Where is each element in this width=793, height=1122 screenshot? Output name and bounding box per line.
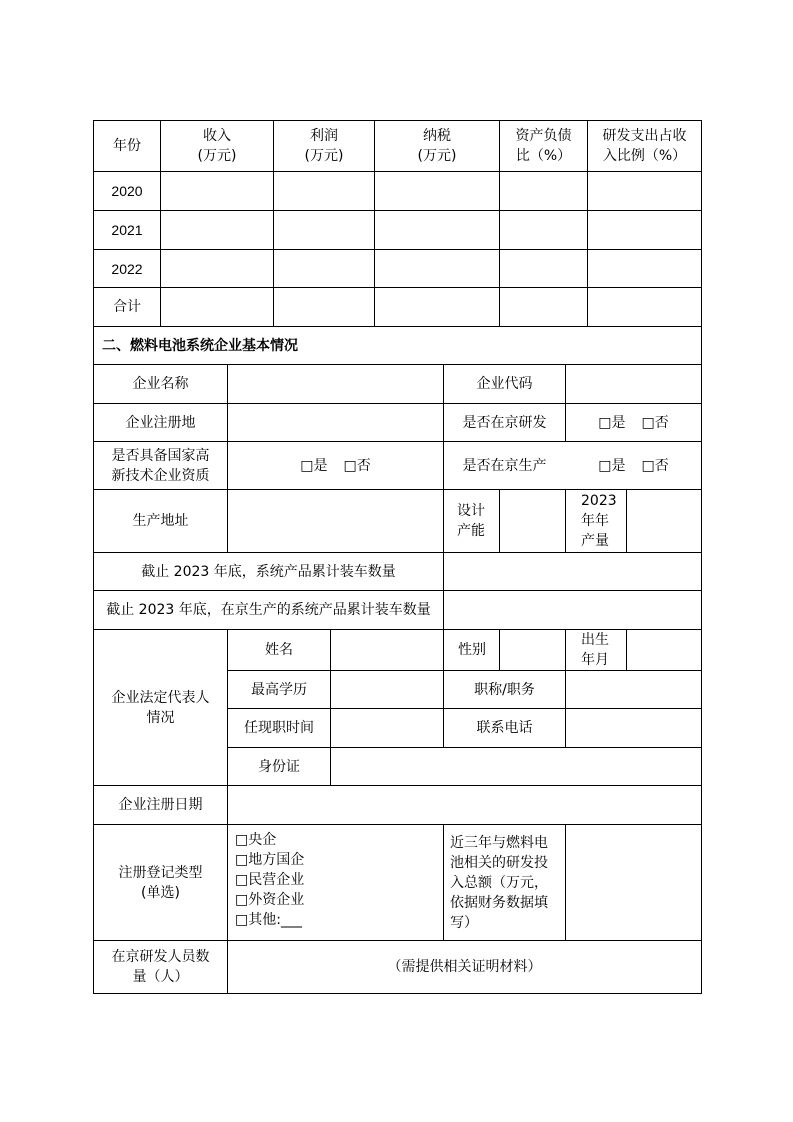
- label-rd-staff: 在京研发人员数 量（人）: [111, 949, 210, 985]
- option-private[interactable]: □民营企业: [235, 872, 305, 888]
- label-produce-in-beijing: 是否在京生产: [462, 457, 547, 474]
- rd-in-beijing-options: [566, 404, 701, 441]
- high-tech-options: [228, 442, 443, 489]
- label-gender: 性别: [458, 642, 486, 658]
- table-border-line: [499, 629, 500, 670]
- label-cumulative-vehicles-beijing: 截止 2023 年底，在京生产的系统产品累计装车数量: [106, 602, 431, 618]
- table-border-line: [93, 287, 702, 288]
- label-design-capacity: 设计 产能: [457, 503, 485, 539]
- table-border-line: [330, 629, 331, 785]
- label-birth: 出生 年月: [581, 632, 609, 668]
- table-border-line: [499, 489, 500, 552]
- option-other[interactable]: □其他:___: [235, 912, 302, 928]
- section-title: 二、燃料电池系统企业基本情况: [102, 337, 298, 354]
- row-year-2021: 2021: [111, 222, 143, 238]
- label-high-tech: 是否具备国家高 新技术企业资质: [111, 447, 210, 484]
- table-border-line: [626, 629, 627, 670]
- table-border-line: [565, 629, 566, 747]
- label-production-address: 生产地址: [132, 513, 189, 529]
- option-central-soe[interactable]: □央企: [235, 832, 277, 848]
- header-tax: 纳税 (万元): [417, 128, 457, 164]
- label-registered-place: 企业注册地: [125, 414, 196, 431]
- no-checkbox[interactable]: □否: [343, 457, 371, 474]
- label-output-2023: 2023 年年 产量: [581, 493, 617, 549]
- label-education: 最高学历: [251, 681, 307, 698]
- label-name: 姓名: [265, 642, 293, 658]
- option-local-soe[interactable]: □地方国企: [235, 852, 305, 868]
- label-title-position: 职称/职务: [474, 681, 535, 698]
- label-company-name: 企业名称: [132, 376, 189, 392]
- table-border-line: [565, 824, 566, 940]
- label-cumulative-vehicles: 截止 2023 年底，系统产品累计装车数量: [141, 563, 396, 580]
- table-border-line: [93, 249, 702, 250]
- header-rd-ratio: 研发支出占收 入比例（%）: [602, 128, 687, 164]
- label-id-card: 身份证: [258, 758, 300, 775]
- table-border-line: [565, 489, 566, 552]
- rd-staff-note: （需提供相关证明材料）: [387, 959, 542, 975]
- table-border-line: [626, 489, 627, 552]
- yes-checkbox[interactable]: □是: [598, 457, 626, 474]
- label-rd-investment: 近三年与燃料电 池相关的研发投 入总额（万元， 依据财务数据填 写）: [450, 834, 548, 931]
- table-border-line: [93, 210, 702, 211]
- yes-checkbox[interactable]: □是: [598, 414, 626, 431]
- header-debt-ratio: 资产负债 比（%）: [515, 128, 572, 164]
- table-border-line: [443, 824, 444, 940]
- table-border-line: [93, 171, 702, 172]
- table-border-line: [701, 120, 702, 994]
- label-registration-date: 企业注册日期: [118, 797, 203, 813]
- row-year-2022: 2022: [111, 260, 143, 277]
- registration-type-options: [235, 830, 304, 930]
- header-profit: 利润 (万元): [304, 128, 344, 164]
- table-border-line: [93, 993, 702, 994]
- yes-checkbox[interactable]: □是: [300, 457, 328, 474]
- row-year-2020: 2020: [111, 183, 143, 199]
- no-checkbox[interactable]: □否: [641, 457, 669, 474]
- produce-in-beijing-options: [566, 442, 701, 489]
- label-legal-rep: 企业法定代表人 情况: [111, 689, 210, 726]
- label-registration-type: 注册登记类型 (单选): [118, 864, 203, 901]
- row-total: 合计: [113, 299, 141, 315]
- header-revenue: 收入 (万元): [197, 128, 237, 164]
- label-rd-in-beijing: 是否在京研发: [462, 414, 547, 431]
- label-company-code: 企业代码: [476, 376, 533, 392]
- label-tenure: 任现职时间: [244, 720, 314, 736]
- label-phone: 联系电话: [476, 720, 533, 736]
- no-checkbox[interactable]: □否: [641, 414, 669, 431]
- header-year: 年份: [113, 138, 141, 154]
- option-foreign[interactable]: □外资企业: [235, 892, 305, 908]
